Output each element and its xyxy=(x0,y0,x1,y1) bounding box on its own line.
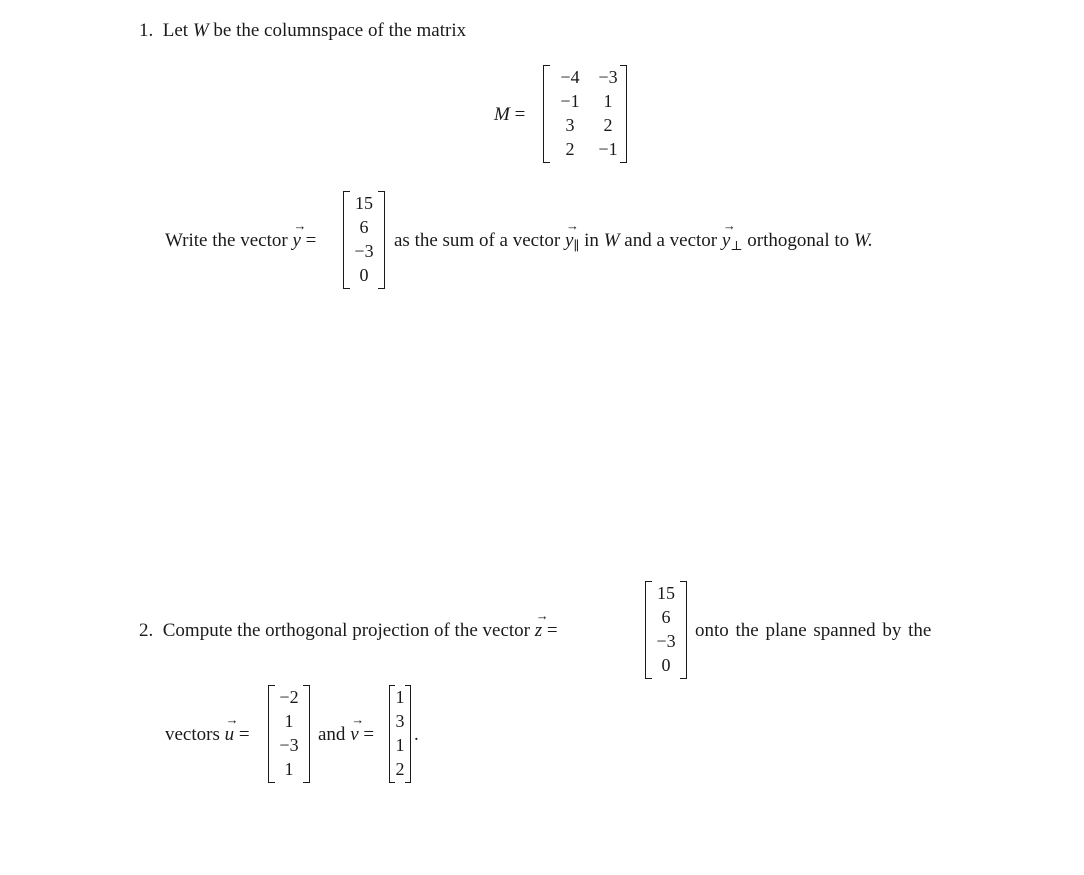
vector-entry: 15 xyxy=(657,583,675,603)
equals-sign: = xyxy=(514,104,526,125)
vector-z: → z xyxy=(534,608,549,641)
problem-2-number: 2. xyxy=(139,620,154,641)
vector-entry: 3 xyxy=(395,711,405,731)
vector-entry: 1 xyxy=(395,687,405,707)
matrix-cell: 1 xyxy=(603,91,613,111)
in-text: in xyxy=(584,230,599,251)
sum-text: as the sum of a vector xyxy=(394,230,561,251)
w-end: W. xyxy=(853,230,873,251)
problem-1-number: 1. xyxy=(139,20,154,41)
period: . xyxy=(414,724,419,745)
w-symbol: W xyxy=(603,230,620,251)
plane-text: onto the plane spanned by the xyxy=(695,620,932,641)
matrix-cell: 2 xyxy=(565,139,575,159)
vector-entry: −3 xyxy=(656,631,676,651)
problem-1-intro xyxy=(139,20,466,42)
equals-sign: = xyxy=(238,724,250,745)
vector-v-column xyxy=(389,685,411,783)
vector-entry: −3 xyxy=(354,241,374,261)
intro-pre: Let xyxy=(162,20,189,41)
matrix-m-label xyxy=(494,104,525,126)
vectors-line xyxy=(165,712,250,746)
vector-entry: −2 xyxy=(279,687,299,707)
sum-sentence xyxy=(394,218,873,254)
vector-entry: 2 xyxy=(395,759,405,779)
problem-2-intro xyxy=(139,608,558,642)
vector-entry: 6 xyxy=(661,607,671,627)
vector-entry: 1 xyxy=(284,759,294,779)
intro-post: be the columnspace of the matrix xyxy=(213,20,467,41)
vector-z-column xyxy=(645,581,687,679)
vector-y-column xyxy=(343,191,385,289)
matrix-m xyxy=(543,65,627,163)
vector-y-perp: → y xyxy=(721,218,736,251)
and-v-line xyxy=(318,712,375,746)
write-text: Write the vector xyxy=(165,230,288,251)
parallel-subscript: ∥ xyxy=(573,238,580,253)
vector-y: → y xyxy=(292,218,307,251)
matrix-cell: −1 xyxy=(598,139,618,159)
equals-sign: = xyxy=(546,620,558,641)
and-vector-text: and a vector xyxy=(624,230,718,251)
equals-sign: = xyxy=(305,230,317,251)
orth-text: orthogonal to xyxy=(747,230,850,251)
vector-entry: 0 xyxy=(359,265,369,285)
matrix-cell: −4 xyxy=(560,67,580,87)
problem-2-text: Compute the orthogonal projection of the vector xyxy=(162,620,530,641)
vectors-text: vectors xyxy=(165,724,220,745)
vector-entry: 1 xyxy=(395,735,405,755)
w-symbol: W xyxy=(192,20,209,41)
write-vector-line xyxy=(165,218,317,252)
and-text: and xyxy=(318,724,346,745)
vector-entry: 0 xyxy=(661,655,671,675)
vector-u-column xyxy=(268,685,310,783)
matrix-cell: 2 xyxy=(603,115,613,135)
vector-entry: −3 xyxy=(279,735,299,755)
vector-entry: 1 xyxy=(284,711,294,731)
perp-subscript: ⊥ xyxy=(730,238,743,253)
vector-v: → v xyxy=(350,712,365,745)
equals-sign: = xyxy=(363,724,375,745)
vector-u: → u xyxy=(224,712,239,745)
vector-y-parallel: → y xyxy=(564,218,579,251)
m-symbol: M xyxy=(494,104,510,125)
matrix-cell: −1 xyxy=(560,91,580,111)
matrix-cell: 3 xyxy=(565,115,575,135)
vector-entry: 15 xyxy=(355,193,373,213)
matrix-cell: −3 xyxy=(598,67,618,87)
vector-entry: 6 xyxy=(359,217,369,237)
